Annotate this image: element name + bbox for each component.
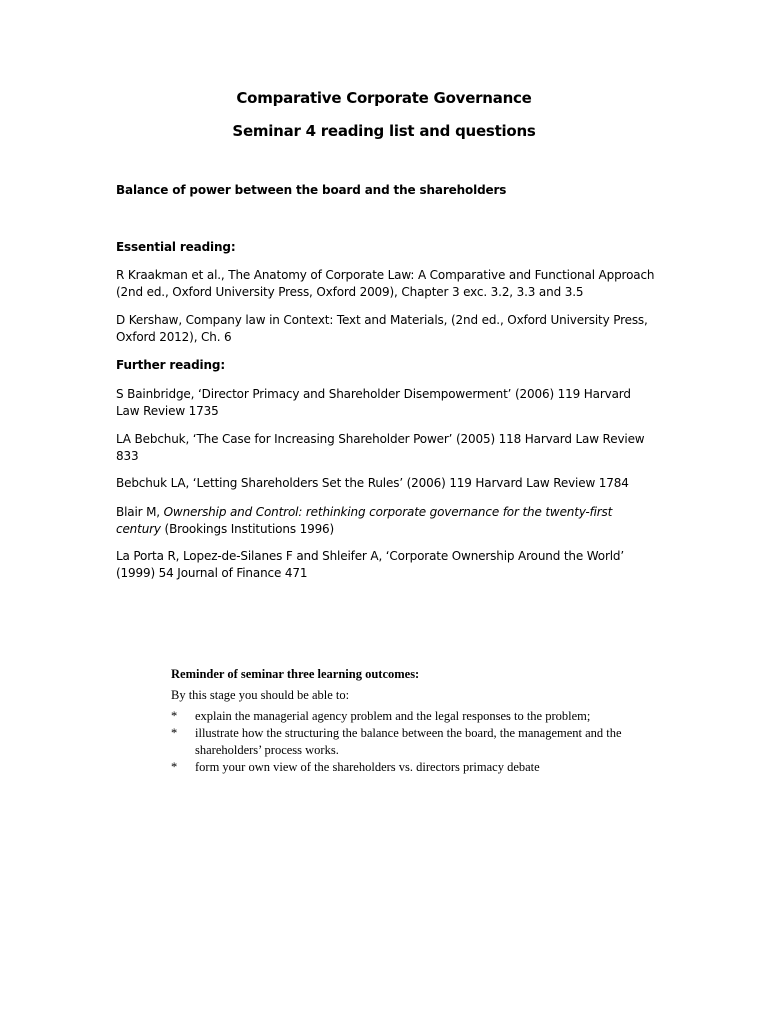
reminder-intro: By this stage you should be able to: <box>171 688 350 702</box>
reference-bebchuk-2006: Bebchuk LA, ‘Letting Shareholders Set the Rules’ (2006) 119 Harvard Law Review 1784 <box>116 476 629 490</box>
reference-bebchuk-2005: LA Bebchuk, ‘The Case for Increasing Shareholder Power’ (2005) 118 Harvard Law Review 833 <box>116 432 645 463</box>
reference-bainbridge: S Bainbridge, ‘Director Primacy and Shareholder Disempowerment’ (2006) 119 Harvard Law Review 1735 <box>116 387 631 418</box>
reference-kraakman: R Kraakman et al., The Anatomy of Corporate Law: A Comparative and Functional Approach (2nd ed., Oxford University Press, Oxford 2009), Chapter 3 exc. 3.2, 3.3 and 3.5 <box>116 268 655 299</box>
further-reading-heading: Further reading: <box>116 358 225 372</box>
reference-blair-title: Ownership and Control: rethinking corporate governance for the twenty-first century <box>116 505 613 536</box>
learning-outcome-item <box>171 759 661 776</box>
learning-outcome-item <box>171 725 661 759</box>
bullet-marker: * <box>171 726 178 740</box>
reference-blair-publisher: (Brookings Institutions 1996) <box>160 522 335 536</box>
learning-outcome-item <box>171 708 661 725</box>
learning-outcomes-reminder <box>171 666 661 776</box>
reference-blair-author: Blair M, <box>116 505 164 519</box>
learning-outcome-text: form your own view of the shareholders vs. directors primacy debate <box>195 760 540 774</box>
reference-blair <box>116 504 656 538</box>
learning-outcome-text: explain the managerial agency problem and the legal responses to the problem; <box>195 709 591 723</box>
learning-outcomes-list <box>171 708 661 776</box>
reminder-heading: Reminder of seminar three learning outcomes: <box>171 667 420 681</box>
learning-outcome-text: illustrate how the structuring the balance between the board, the management and the shareholders’ process works. <box>195 726 622 757</box>
document-title: Comparative Corporate Governance <box>236 89 532 107</box>
bullet-marker: * <box>171 760 178 774</box>
reference-kershaw: D Kershaw, Company law in Context: Text and Materials, (2nd ed., Oxford University Press, Oxford 2012), Ch. 6 <box>116 313 648 344</box>
bullet-marker: * <box>171 709 178 723</box>
document-subtitle: Seminar 4 reading list and questions <box>232 122 536 140</box>
reference-laporta: La Porta R, Lopez-de-Silanes F and Shleifer A, ‘Corporate Ownership Around the World’ (1999) 54 Journal of Finance 471 <box>116 549 625 580</box>
topic-heading: Balance of power between the board and the shareholders <box>116 183 507 197</box>
essential-reading-heading: Essential reading: <box>116 240 236 254</box>
